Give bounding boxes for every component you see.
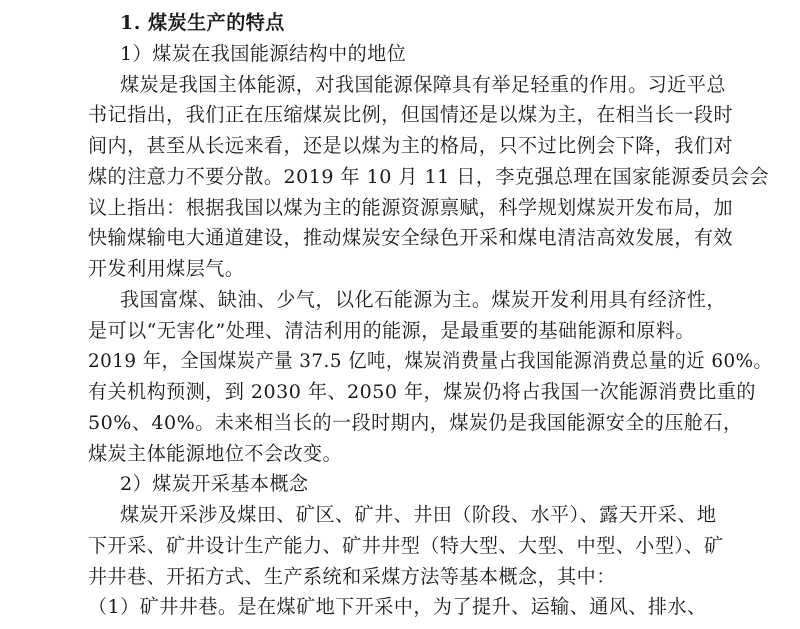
paragraph-2-line-4: 有关机构预测，到 2030 年、2050 年，煤炭仍将占我国一次能源消费比重的 xyxy=(88,381,756,403)
paragraph-1-line-6: 快输煤输电大通道建设，推动煤炭安全绿色开采和煤电清洁高效发展，有效 xyxy=(88,227,734,250)
paragraph-2-line-3: 2019 年，全国煤炭产量 37.5 亿吨，煤炭消费量占我国能源消费总量的近 60%。 xyxy=(88,350,773,373)
paragraph-2-line-5: 50%、40%。未来相当长的一段时期内，煤炭仍是我国能源安全的压舱石， xyxy=(88,411,743,434)
subsection-title-1: 1）煤炭在我国能源结构中的地位 xyxy=(120,42,407,65)
paragraph-1-line-5: 议上指出：根据我国以煤为主的能源资源禀赋，科学规划煤炭开发布局，加 xyxy=(88,196,734,219)
paragraph-2-line-6: 煤炭主体能源地位不会改变。 xyxy=(88,442,343,465)
paragraph-1-line-1: 煤炭是我国主体能源，对我国能源保障具有举足轻重的作用。习近平总 xyxy=(120,73,726,96)
paragraph-1-line-4: 煤的注意力不要分散。2019 年 10 月 11 日，李克强总理在国家能源委员会会 xyxy=(88,165,770,188)
section-heading: 1. 煤炭生产的特点 xyxy=(120,12,285,34)
paragraph-3-line-4: （1）矿井井巷。是在煤矿地下开采中，为了提升、运输、通风、排水、 xyxy=(88,596,707,619)
subsection-title-2: 2）煤炭开采基本概念 xyxy=(120,473,309,496)
paragraph-1-line-7: 开发利用煤层气。 xyxy=(88,258,245,280)
paragraph-2-line-2: 是可以“无害化”处理、清洁利用的能源，是最重要的基础能源和原料。 xyxy=(88,319,695,342)
paragraph-3-line-1: 煤炭开采涉及煤田、矿区、矿井、井田（阶段、水平）、露天开采、地 xyxy=(120,504,717,526)
paragraph-3-line-2: 下开采、矿井设计生产能力、矿井井型（特大型、大型、中型、小型）、矿 xyxy=(88,534,724,557)
paragraph-1-line-3: 间内，甚至从长远来看，还是以煤为主的格局，只不过比例会下降，我们对 xyxy=(88,135,734,157)
paragraph-1-line-2: 书记指出，我们正在压缩煤炭比例，但国情还是以煤为主，在相当长一段时 xyxy=(88,104,734,127)
paragraph-3-line-3: 井井巷、开拓方式、生产系统和采煤方法等基本概念，其中： xyxy=(88,565,616,588)
paragraph-2-line-1: 我国富煤、缺油、少气，以化石能源为主。煤炭开发利用具有经济性， xyxy=(120,288,726,311)
